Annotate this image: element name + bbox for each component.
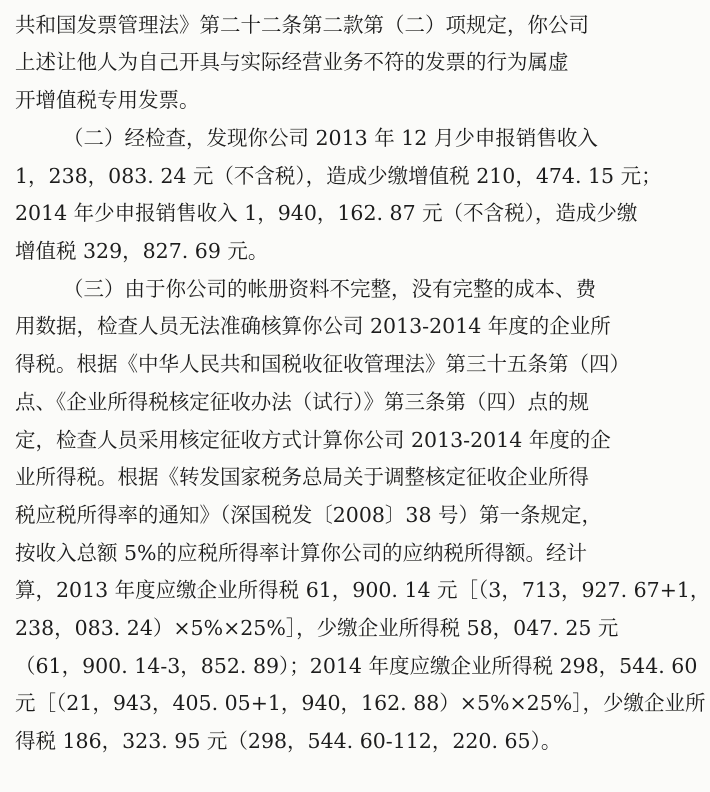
text-line: 开增值税专用发票。 [15,88,200,112]
text-line: 上述让他人为自己开具与实际经营业务不符的发票的行为属虚 [15,50,569,74]
text-line: 用数据，检查人员无法准确核算你公司 2013-2014 年度的企业所 [15,314,611,338]
text-line: 得税 186，323. 95 元（298，544. 60-112，220. 65）。 [15,729,562,753]
text-line: 增值税 329，827. 69 元。 [15,239,269,263]
text-line: 238，083. 24）×5%×25%］，少缴企业所得税 58，047. 25 元 [15,616,619,640]
text-line: 1，238，083. 24 元（不含税），造成少缴增值税 210，474. 15 元； [15,164,662,188]
text-line: （三）由于你公司的帐册资料不完整，没有完整的成本、费 [63,277,596,301]
text-line: 定，检查人员采用核定征收方式计算你公司 2013-2014 年度的企 [15,428,611,452]
text-line: 得税。根据《中华人民共和国税收征收管理法》第三十五条第（四） [15,352,630,376]
text-line: （二）经检查，发现你公司 2013 年 12 月少申报销售收入 [63,126,598,150]
text-line: 元［（21，943，405. 05+1，940，162. 88）×5%×25%］，少缴企业所 [15,691,706,715]
text-line: 税应税所得率的通知》（深国税发〔2008〕38 号）第一条规定， [15,503,603,527]
text-line: 2014 年少申报销售收入 1，940，162. 87 元（不含税），造成少缴 [15,201,638,225]
text-line: （61，900. 14-3，852. 89）；2014 年度应缴企业所得税 298，544. 60 [15,654,698,678]
text-line: 业所得税。根据《转发国家税务总局关于调整核定征收企业所得 [15,465,589,489]
text-line: 按收入总额 5%的应税所得率计算你公司的应纳税所得额。经计 [15,541,588,565]
text-line: 共和国发票管理法》第二十二条第二款第（二）项规定，你公司 [15,13,589,37]
text-line: 算，2013 年度应缴企业所得税 61，900. 14 元［（3，713，927. 67+1， [15,578,710,602]
text-line: 点、《企业所得税核定征收办法（试行）》第三条第（四）点的规 [15,390,589,414]
